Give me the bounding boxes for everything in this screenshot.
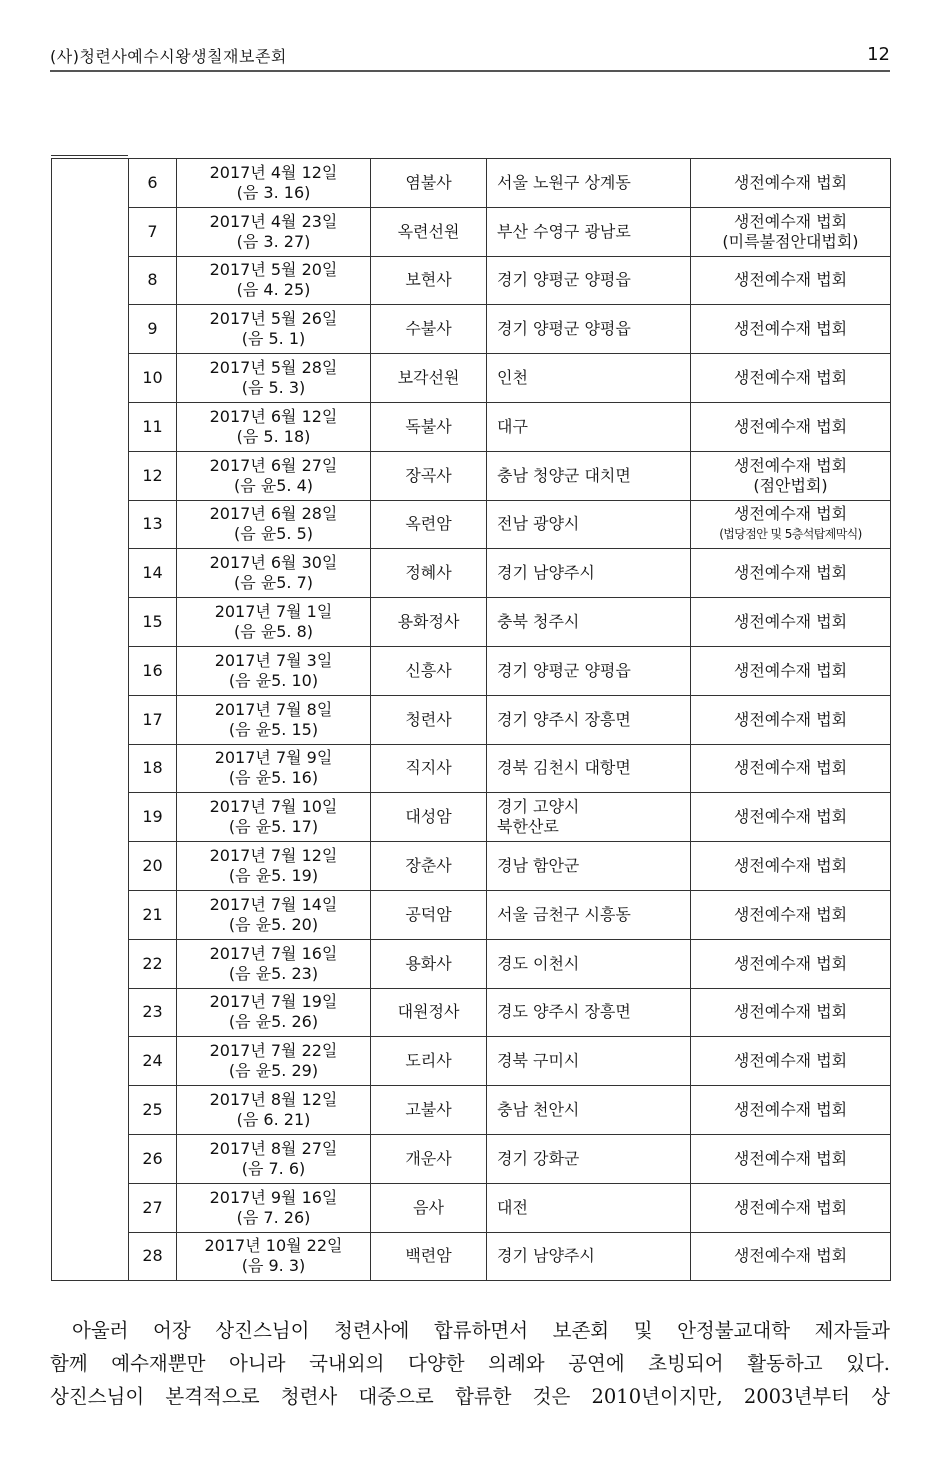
location-cell xyxy=(487,500,691,549)
lunar-date: (음 윤5. 5) xyxy=(233,524,313,544)
lunar-date: (음 윤5. 23) xyxy=(228,963,319,983)
event-name: 생전예수재 법회 xyxy=(733,319,848,339)
location-text: 부산 수영구 광남로 xyxy=(497,221,631,241)
temple-cell xyxy=(371,500,487,549)
temple-name: 정혜사 xyxy=(405,563,452,583)
location-text: 서울 노원구 상계동 xyxy=(497,172,631,192)
row-number-text: 9 xyxy=(147,319,158,339)
location-text: 경남 함안군 xyxy=(497,856,580,876)
event-name: 생전예수재 법회 xyxy=(733,709,848,729)
row-number xyxy=(129,1134,177,1183)
row-number-text: 18 xyxy=(142,758,163,778)
event-cell xyxy=(691,744,891,793)
solar-date: 2017년 8월 12일 xyxy=(209,1090,338,1110)
lunar-date: (음 윤5. 4) xyxy=(233,475,313,495)
location-text: 경기 남양주시 xyxy=(497,1246,595,1266)
temple-cell xyxy=(371,402,487,451)
temple-cell xyxy=(371,1232,487,1281)
event-cell xyxy=(691,988,891,1037)
row-number-text: 28 xyxy=(142,1246,163,1266)
event-name: 생전예수재 법회 xyxy=(733,563,848,583)
temple-cell xyxy=(371,451,487,500)
temple-cell xyxy=(371,1037,487,1086)
location-cell xyxy=(487,451,691,500)
row-number xyxy=(129,159,177,208)
temple-name: 염불사 xyxy=(405,172,452,192)
event-cell xyxy=(691,1134,891,1183)
row-number-text: 26 xyxy=(142,1148,163,1168)
event-cell xyxy=(691,402,891,451)
lunar-date: (음 윤5. 15) xyxy=(228,719,319,739)
temple-cell xyxy=(371,159,487,208)
table-row xyxy=(52,500,891,549)
row-number xyxy=(129,1183,177,1232)
solar-date: 2017년 7월 9일 xyxy=(214,748,333,768)
date-cell xyxy=(177,1232,371,1281)
location-text: 전남 광양시 xyxy=(497,514,580,534)
solar-date: 2017년 6월 27일 xyxy=(209,455,338,475)
body-line: 상진스님이 본격적으로 청련사 대중으로 합류한 것은 2010년이지만, 2003년부터 상 xyxy=(50,1385,890,1408)
row-number-text: 15 xyxy=(142,612,163,632)
temple-name: 용화정사 xyxy=(397,612,460,632)
location-cell xyxy=(487,1183,691,1232)
table-row xyxy=(52,207,891,256)
location-text: 경북 구미시 xyxy=(497,1051,580,1071)
temple-cell xyxy=(371,207,487,256)
lunar-date: (음 4. 25) xyxy=(236,280,311,300)
table-row xyxy=(52,890,891,939)
date-cell xyxy=(177,207,371,256)
table-row xyxy=(52,256,891,305)
event-cell xyxy=(691,256,891,305)
solar-date: 2017년 7월 3일 xyxy=(214,650,333,670)
table-row xyxy=(52,1232,891,1281)
row-number-text: 17 xyxy=(142,709,163,729)
date-cell xyxy=(177,402,371,451)
date-cell xyxy=(177,1037,371,1086)
solar-date: 2017년 6월 30일 xyxy=(209,553,338,573)
lunar-date: (음 7. 26) xyxy=(236,1207,311,1227)
table-top-stub xyxy=(51,155,128,156)
lunar-date: (음 9. 3) xyxy=(241,1256,306,1276)
event-cell xyxy=(691,305,891,354)
location-text: 경기 남양주시 xyxy=(497,563,595,583)
event-name: 생전예수재 법회 xyxy=(733,504,848,524)
location-text: 경기 양주시 장흥면 xyxy=(497,709,631,729)
event-cell xyxy=(691,1183,891,1232)
lunar-date: (음 윤5. 16) xyxy=(228,768,319,788)
solar-date: 2017년 4월 23일 xyxy=(209,211,338,231)
table-row xyxy=(52,842,891,891)
temple-name: 고불사 xyxy=(405,1100,452,1120)
row-number-text: 19 xyxy=(142,807,163,827)
table-row xyxy=(52,402,891,451)
table-row xyxy=(52,598,891,647)
date-cell xyxy=(177,598,371,647)
date-cell xyxy=(177,354,371,403)
temple-name: 대성암 xyxy=(405,807,452,827)
table-row xyxy=(52,305,891,354)
row-number-text: 14 xyxy=(142,563,163,583)
solar-date: 2017년 9월 16일 xyxy=(209,1187,338,1207)
event-note: (미륵불점안대법회) xyxy=(722,231,859,251)
row-number-text: 20 xyxy=(142,856,163,876)
lunar-date: (음 윤5. 17) xyxy=(228,817,319,837)
table-row xyxy=(52,1037,891,1086)
location-text: 충남 청양군 대치면 xyxy=(497,465,631,485)
body-line: 아울러 어장 상진스님이 청련사에 합류하면서 보존회 및 안정불교대학 제자들과 xyxy=(72,1319,890,1342)
temple-cell xyxy=(371,549,487,598)
ceremony-records-table xyxy=(51,158,891,1281)
table-row xyxy=(52,646,891,695)
row-number xyxy=(129,1086,177,1135)
lunar-date: (음 윤5. 29) xyxy=(228,1061,319,1081)
table-row xyxy=(52,1086,891,1135)
organization-name: (사)청련사예수시왕생칠재보존회 xyxy=(50,47,287,66)
location-cell xyxy=(487,402,691,451)
event-cell xyxy=(691,890,891,939)
solar-date: 2017년 7월 12일 xyxy=(209,846,338,866)
location-cell xyxy=(487,256,691,305)
lunar-date: (음 5. 3) xyxy=(241,378,306,398)
row-number xyxy=(129,695,177,744)
row-number xyxy=(129,354,177,403)
row-number-text: 6 xyxy=(147,172,158,192)
temple-cell xyxy=(371,890,487,939)
date-cell xyxy=(177,256,371,305)
location-cell xyxy=(487,549,691,598)
table-row xyxy=(52,793,891,842)
row-number xyxy=(129,256,177,305)
event-name: 생전예수재 법회 xyxy=(733,1002,848,1022)
location-text: 경도 이천시 xyxy=(497,953,580,973)
page-number: 12 xyxy=(867,44,890,65)
temple-cell xyxy=(371,842,487,891)
date-cell xyxy=(177,500,371,549)
location-cell xyxy=(487,1086,691,1135)
lunar-date: (음 7. 6) xyxy=(241,1158,306,1178)
lunar-date: (음 윤5. 19) xyxy=(228,866,319,886)
event-cell xyxy=(691,159,891,208)
solar-date: 2017년 7월 14일 xyxy=(209,894,338,914)
date-cell xyxy=(177,890,371,939)
body-line: 함께 예수재뿐만 아니라 국내외의 다양한 의례와 공연에 초빙되어 활동하고 있다. xyxy=(50,1352,890,1375)
row-number xyxy=(129,500,177,549)
row-number-text: 21 xyxy=(142,904,163,924)
row-number xyxy=(129,890,177,939)
solar-date: 2017년 7월 1일 xyxy=(214,602,333,622)
row-number xyxy=(129,939,177,988)
row-number xyxy=(129,598,177,647)
date-cell xyxy=(177,744,371,793)
solar-date: 2017년 7월 16일 xyxy=(209,943,338,963)
location-text: 충남 천안시 xyxy=(497,1100,580,1120)
date-cell xyxy=(177,646,371,695)
temple-name: 용화사 xyxy=(405,953,452,973)
row-number-text: 7 xyxy=(147,221,158,241)
solar-date: 2017년 8월 27일 xyxy=(209,1138,338,1158)
location-cell xyxy=(487,646,691,695)
location-cell xyxy=(487,1134,691,1183)
body-paragraph xyxy=(50,1314,890,1413)
date-cell xyxy=(177,842,371,891)
location-text: 경기 강화군 xyxy=(497,1148,580,1168)
temple-name: 개운사 xyxy=(405,1148,452,1168)
location-text: 경기 양평군 양평읍 xyxy=(497,270,631,290)
lunar-date: (음 윤5. 7) xyxy=(233,573,313,593)
location-text: 충북 청주시 xyxy=(497,612,580,632)
row-number-text: 12 xyxy=(142,465,163,485)
event-name: 생전예수재 법회 xyxy=(733,172,848,192)
location-cell xyxy=(487,598,691,647)
temple-cell xyxy=(371,305,487,354)
temple-name: 대원정사 xyxy=(397,1002,460,1022)
lunar-date: (음 3. 27) xyxy=(236,231,311,251)
temple-name: 옥련선원 xyxy=(397,221,460,241)
temple-name: 장곡사 xyxy=(405,465,452,485)
event-cell xyxy=(691,500,891,549)
date-cell xyxy=(177,1183,371,1232)
location-text: 경기 고양시 xyxy=(497,797,580,817)
lunar-date: (음 윤5. 10) xyxy=(228,670,319,690)
solar-date: 2017년 7월 10일 xyxy=(209,797,338,817)
event-note: (점안법회) xyxy=(753,475,828,495)
solar-date: 2017년 7월 8일 xyxy=(214,699,333,719)
lunar-date: (음 윤5. 8) xyxy=(233,622,313,642)
date-cell xyxy=(177,1086,371,1135)
date-cell xyxy=(177,159,371,208)
row-number xyxy=(129,744,177,793)
lunar-date: (음 3. 16) xyxy=(236,182,311,202)
row-number-text: 25 xyxy=(142,1100,163,1120)
event-cell xyxy=(691,354,891,403)
date-cell xyxy=(177,695,371,744)
page-header xyxy=(50,38,890,68)
table-row xyxy=(52,451,891,500)
row-number xyxy=(129,646,177,695)
solar-date: 2017년 7월 22일 xyxy=(209,1041,338,1061)
row-number xyxy=(129,793,177,842)
location-cell xyxy=(487,695,691,744)
event-cell xyxy=(691,1232,891,1281)
location-text: 서울 금천구 시흥동 xyxy=(497,904,631,924)
temple-cell xyxy=(371,1134,487,1183)
solar-date: 2017년 4월 12일 xyxy=(209,162,338,182)
event-cell xyxy=(691,207,891,256)
lunar-date: (음 5. 18) xyxy=(236,426,311,446)
temple-cell xyxy=(371,646,487,695)
row-number xyxy=(129,207,177,256)
event-name: 생전예수재 법회 xyxy=(733,612,848,632)
event-name: 생전예수재 법회 xyxy=(733,211,848,231)
event-cell xyxy=(691,842,891,891)
temple-cell xyxy=(371,793,487,842)
event-name: 생전예수재 법회 xyxy=(733,1100,848,1120)
table-row xyxy=(52,549,891,598)
event-name: 생전예수재 법회 xyxy=(733,368,848,388)
row-number xyxy=(129,549,177,598)
solar-date: 2017년 6월 28일 xyxy=(209,504,338,524)
event-note: (법당점안 및 5층석탑제막식) xyxy=(719,527,862,542)
table-row xyxy=(52,1134,891,1183)
temple-cell xyxy=(371,695,487,744)
table-row xyxy=(52,939,891,988)
event-cell xyxy=(691,793,891,842)
event-name: 생전예수재 법회 xyxy=(733,1148,848,1168)
merged-category-cell xyxy=(52,159,129,1281)
records-body xyxy=(52,159,891,1281)
temple-name: 옥련암 xyxy=(405,514,452,534)
row-number xyxy=(129,451,177,500)
table-row xyxy=(52,988,891,1037)
temple-name: 신흥사 xyxy=(405,660,452,680)
event-cell xyxy=(691,1037,891,1086)
location-cell xyxy=(487,988,691,1037)
solar-date: 2017년 5월 20일 xyxy=(209,260,338,280)
date-cell xyxy=(177,988,371,1037)
row-number xyxy=(129,305,177,354)
row-number xyxy=(129,1232,177,1281)
location-cell xyxy=(487,890,691,939)
temple-cell xyxy=(371,939,487,988)
row-number-text: 10 xyxy=(142,368,163,388)
location-text: 북한산로 xyxy=(497,817,559,837)
temple-name: 보각선원 xyxy=(397,368,460,388)
date-cell xyxy=(177,1134,371,1183)
temple-cell xyxy=(371,988,487,1037)
solar-date: 2017년 10월 22일 xyxy=(204,1236,343,1256)
date-cell xyxy=(177,549,371,598)
row-number xyxy=(129,402,177,451)
temple-cell xyxy=(371,354,487,403)
temple-name: 청련사 xyxy=(405,709,452,729)
temple-cell xyxy=(371,1183,487,1232)
event-cell xyxy=(691,695,891,744)
solar-date: 2017년 6월 12일 xyxy=(209,406,338,426)
event-name: 생전예수재 법회 xyxy=(733,758,848,778)
row-number-text: 24 xyxy=(142,1051,163,1071)
location-text: 대전 xyxy=(497,1197,528,1217)
table-row xyxy=(52,744,891,793)
location-cell xyxy=(487,842,691,891)
location-text: 경기 양평군 양평읍 xyxy=(497,319,631,339)
location-cell xyxy=(487,939,691,988)
location-text: 인천 xyxy=(497,368,528,388)
row-number-text: 16 xyxy=(142,660,163,680)
row-number-text: 27 xyxy=(142,1197,163,1217)
table-row xyxy=(52,159,891,208)
event-cell xyxy=(691,939,891,988)
table-row xyxy=(52,354,891,403)
row-number-text: 11 xyxy=(142,416,163,436)
row-number-text: 13 xyxy=(142,514,163,534)
lunar-date: (음 윤5. 20) xyxy=(228,914,319,934)
event-name: 생전예수재 법회 xyxy=(733,416,848,436)
temple-cell xyxy=(371,256,487,305)
temple-name: 보현사 xyxy=(405,270,452,290)
location-cell xyxy=(487,305,691,354)
location-text: 경도 양주시 장흥면 xyxy=(497,1002,631,1022)
temple-name: 직지사 xyxy=(405,758,452,778)
table-row xyxy=(52,695,891,744)
temple-cell xyxy=(371,598,487,647)
location-cell xyxy=(487,1037,691,1086)
event-cell xyxy=(691,549,891,598)
solar-date: 2017년 5월 26일 xyxy=(209,309,338,329)
event-cell xyxy=(691,646,891,695)
temple-name: 수불사 xyxy=(405,319,452,339)
event-name: 생전예수재 법회 xyxy=(733,1246,848,1266)
row-number-text: 23 xyxy=(142,1002,163,1022)
event-name: 생전예수재 법회 xyxy=(733,904,848,924)
location-cell xyxy=(487,744,691,793)
header-divider xyxy=(50,70,890,72)
event-name: 생전예수재 법회 xyxy=(733,660,848,680)
location-cell xyxy=(487,354,691,403)
lunar-date: (음 6. 21) xyxy=(236,1110,311,1130)
lunar-date: (음 5. 1) xyxy=(241,329,306,349)
event-name: 생전예수재 법회 xyxy=(733,1051,848,1071)
row-number-text: 8 xyxy=(147,270,158,290)
date-cell xyxy=(177,451,371,500)
temple-name: 백련암 xyxy=(405,1246,452,1266)
location-text: 경기 양평군 양평읍 xyxy=(497,660,631,680)
row-number xyxy=(129,988,177,1037)
event-cell xyxy=(691,598,891,647)
event-cell xyxy=(691,451,891,500)
temple-name: 장춘사 xyxy=(405,856,452,876)
event-name: 생전예수재 법회 xyxy=(733,455,848,475)
temple-name: 도리사 xyxy=(405,1051,452,1071)
row-number xyxy=(129,842,177,891)
solar-date: 2017년 7월 19일 xyxy=(209,992,338,1012)
temple-name: 독불사 xyxy=(405,416,452,436)
event-name: 생전예수재 법회 xyxy=(733,1197,848,1217)
lunar-date: (음 윤5. 26) xyxy=(228,1012,319,1032)
location-cell xyxy=(487,159,691,208)
location-text: 경북 김천시 대항면 xyxy=(497,758,631,778)
event-name: 생전예수재 법회 xyxy=(733,953,848,973)
solar-date: 2017년 5월 28일 xyxy=(209,358,338,378)
row-number xyxy=(129,1037,177,1086)
location-cell xyxy=(487,1232,691,1281)
location-cell xyxy=(487,793,691,842)
location-text: 대구 xyxy=(497,416,528,436)
table-row xyxy=(52,1183,891,1232)
date-cell xyxy=(177,793,371,842)
temple-name: 음사 xyxy=(413,1197,444,1217)
location-cell xyxy=(487,207,691,256)
temple-cell xyxy=(371,1086,487,1135)
date-cell xyxy=(177,305,371,354)
event-name: 생전예수재 법회 xyxy=(733,270,848,290)
temple-name: 공덕암 xyxy=(405,904,452,924)
date-cell xyxy=(177,939,371,988)
temple-cell xyxy=(371,744,487,793)
event-name: 생전예수재 법회 xyxy=(733,856,848,876)
row-number-text: 22 xyxy=(142,953,163,973)
event-cell xyxy=(691,1086,891,1135)
event-name: 생전예수재 법회 xyxy=(733,807,848,827)
